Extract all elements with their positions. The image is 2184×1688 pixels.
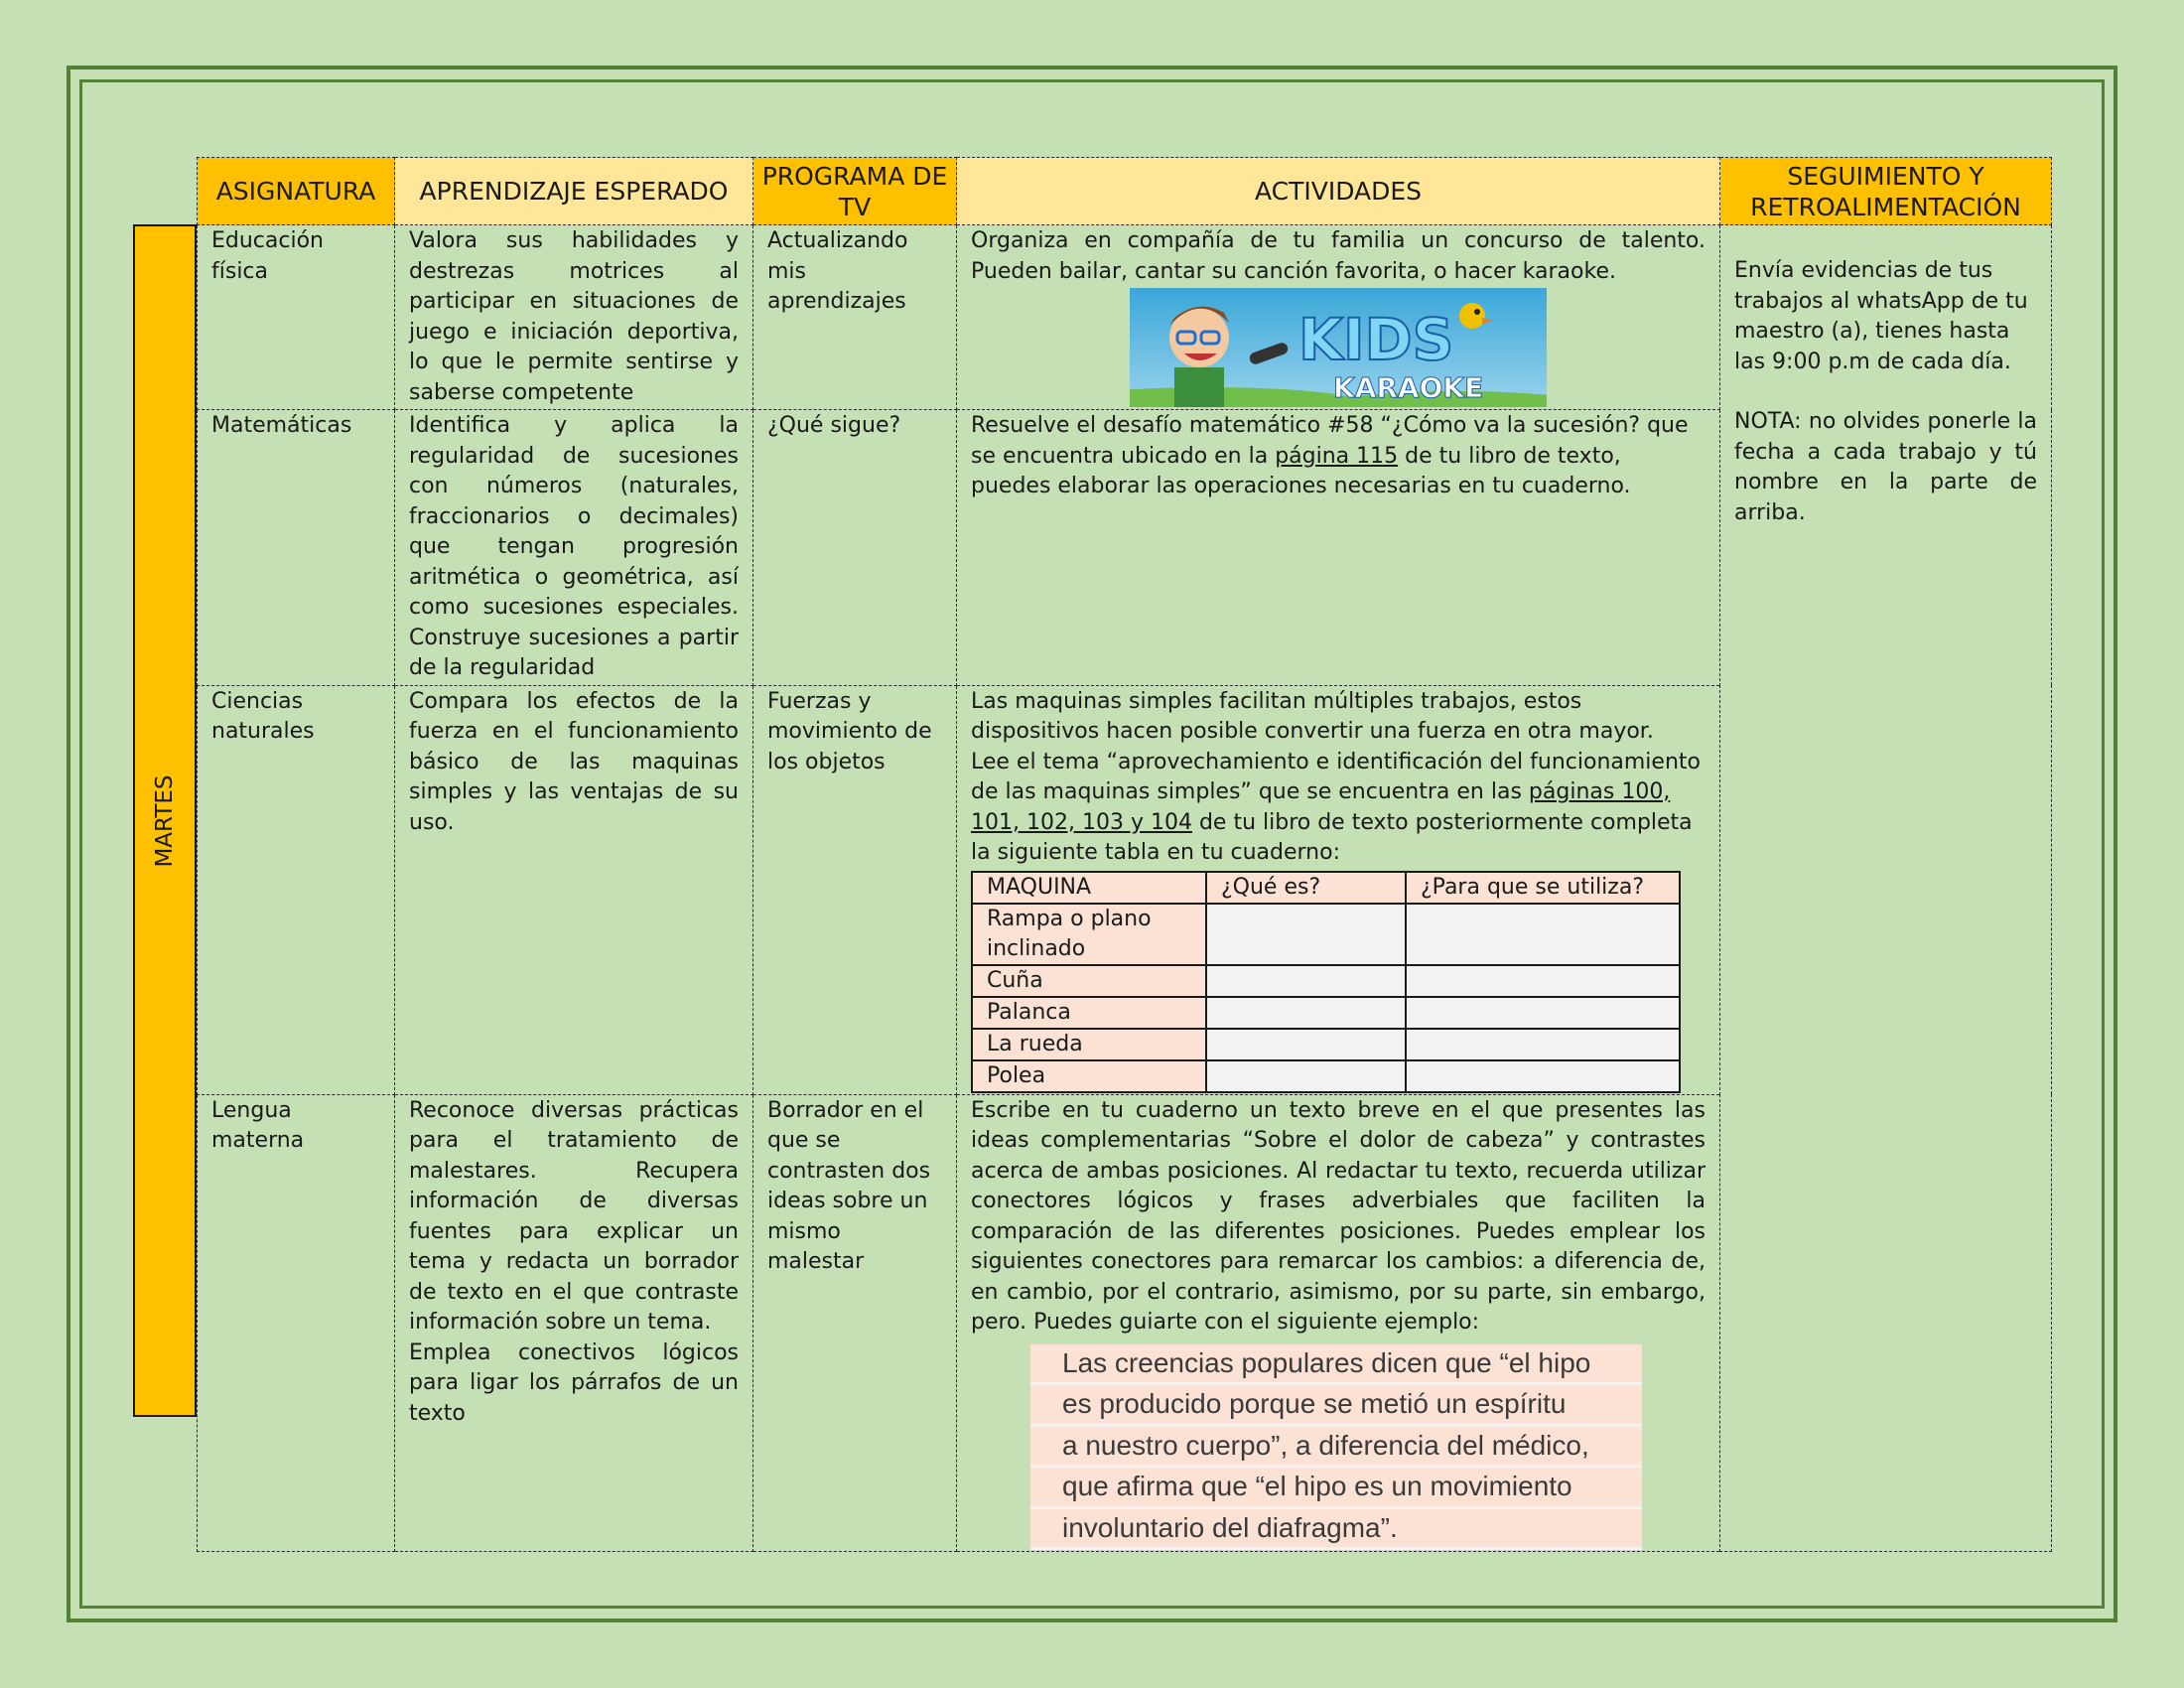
machine-name: Palanca [972,997,1206,1029]
machine-name: Cuña [972,965,1206,997]
machines-row [972,965,1680,997]
activity-text: Escribe en tu cuaderno un texto breve en el que presentes las ideas complementarias “Sobre el dolor de cabeza” y contrastes acerca de ambas posiciones. Al redactar tu texto, recuerda utilizar conectores lógicos y frases adverbiales que faciliten la comparación de las diferentes posiciones. Puedes emplear los siguientes conectores para remarcar los cambios: a diferencia de, en cambio, por el contrario, asimismo, por su parte, sin embargo, pero. Puedes guiarte con el siguiente ejemplo: [971,1097,1706,1335]
tv-program-cell: ¿Qué sigue? [753,410,957,686]
day-column [133,224,197,1417]
kids-logo-text: KIDS [1298,306,1454,373]
subject-cell: Educación física [198,225,395,410]
example-line: a nuestro cuerpo”, a diferencia del médico, [1030,1427,1642,1469]
learning-cell: Identifica y aplica la regularidad de sucesiones con números (naturales, fraccionarios o decimales) que tengan progresión aritmética o geométrica, así como sucesiones especiales. Construye sucesiones a partir de la regularidad [395,410,753,686]
machines-table [971,871,1681,1093]
table-row [198,225,2052,410]
header-row [198,158,2052,225]
machines-header: MAQUINA [972,872,1206,904]
example-image [1030,1344,1642,1551]
karaoke-logo-text: KARAOKE [1333,371,1484,404]
activity-text: Las maquinas simples facilitan múltiples trabajos, estos dispositivos hacen posible convertir una fuerza en otra mayor. [971,688,1654,744]
header-seguimiento: SEGUIMIENTO Y RETROALIMENTACIÓN [1720,158,2052,225]
schedule-table [197,157,2052,1552]
empty-cell [1206,1060,1406,1092]
machines-row [972,997,1680,1029]
pages-link: páginas 100, 101, 102, 103 y 104 [971,779,1671,835]
activity-cell [957,225,1720,410]
day-label: MARTES [152,774,178,868]
empty-cell [1406,1029,1680,1060]
activity-text: Resuelve el desafío matemático #58 “¿Cómo va la sucesión? que se encuentra ubicado en la [971,413,1689,469]
empty-cell [1206,965,1406,997]
empty-cell [1206,997,1406,1029]
example-line: involuntario del diafragma”. [1030,1509,1642,1551]
activity-cell [957,685,1720,1094]
example-line: Las creencias populares dicen que “el hipo [1030,1344,1642,1386]
learning-text: Emplea conectivos lógicos para ligar los párrafos de un texto [409,1339,739,1426]
empty-cell [1206,1029,1406,1060]
tv-program-cell: Actualizando mis aprendizajes [753,225,957,410]
learning-cell: Valora sus habilidades y destrezas motrices al participar en situaciones de juego e iniciación deportiva, lo que le permite sentirse y saberse competente [395,225,753,410]
empty-cell [1406,1060,1680,1092]
activity-text [971,748,1706,869]
machines-header: ¿Para que se utiliza? [1406,872,1680,904]
page-link: página 115 [1275,443,1399,469]
example-line: que afirma que “el hipo es un movimiento [1030,1468,1642,1509]
learning-cell: Compara los efectos de la fuerza en el funcionamiento básico de las maquinas simples y las ventajas de su uso. [395,685,753,1094]
empty-cell [1206,904,1406,965]
kids-karaoke-image [1130,288,1547,407]
machines-header-row [972,872,1680,904]
activity-text: Lee el tema “aprovechamiento e identificación del funcionamiento de las maquinas simples” que se encuentra en las [971,749,1701,804]
machines-row [972,1060,1680,1092]
machines-row [972,1029,1680,1060]
activity-text: de tu libro de texto posteriormente completa la siguiente tabla en tu cuaderno: [971,809,1693,865]
empty-cell [1406,904,1680,965]
tv-program-cell: Borrador en el que se contrasten dos ideas sobre un mismo malestar [753,1094,957,1552]
followup-evidence-text: Envía evidencias de tus trabajos al whatsApp de tu maestro (a), tienes hasta las 9:00 p.m de cada día. [1734,258,2028,374]
empty-cell [1406,997,1680,1029]
header-actividades: ACTIVIDADES [957,158,1720,225]
machines-row [972,904,1680,965]
machine-name: Polea [972,1060,1206,1092]
machine-name: Rampa o plano inclinado [972,904,1206,965]
activity-cell [957,410,1720,686]
activity-text: de tu libro de texto, puedes elaborar las operaciones necesarias en tu cuaderno. [971,443,1631,498]
machine-name: La rueda [972,1029,1206,1060]
activity-cell [957,1094,1720,1552]
header-aprendizaje: APRENDIZAJE ESPERADO [395,158,753,225]
example-line: es producido porque se metió un espíritu [1030,1385,1642,1427]
header-asignatura: ASIGNATURA [198,158,395,225]
tv-program-cell: Fuerzas y movimiento de los objetos [753,685,957,1094]
empty-cell [1406,965,1680,997]
learning-cell [395,1094,753,1552]
subject-cell: Lengua materna [198,1094,395,1552]
learning-text: Reconoce diversas prácticas para el tratamiento de malestares. Recupera información de diversas fuentes para explicar un tema y redacta un borrador de texto en el que contraste información sobre un tema. [409,1097,739,1335]
activity-text: Organiza en compañía de tu familia un concurso de talento. Pueden bailar, cantar su canción favorita, o hacer karaoke. [971,228,1706,284]
followup-cell [1720,225,2052,1552]
subject-cell: Ciencias naturales [198,685,395,1094]
followup-note-text: NOTA: no olvides ponerle la fecha a cada trabajo y tú nombre en la parte de arriba. [1734,409,2037,525]
header-programa: PROGRAMA DE TV [753,158,957,225]
machines-header: ¿Qué es? [1206,872,1406,904]
subject-cell: Matemáticas [198,410,395,686]
